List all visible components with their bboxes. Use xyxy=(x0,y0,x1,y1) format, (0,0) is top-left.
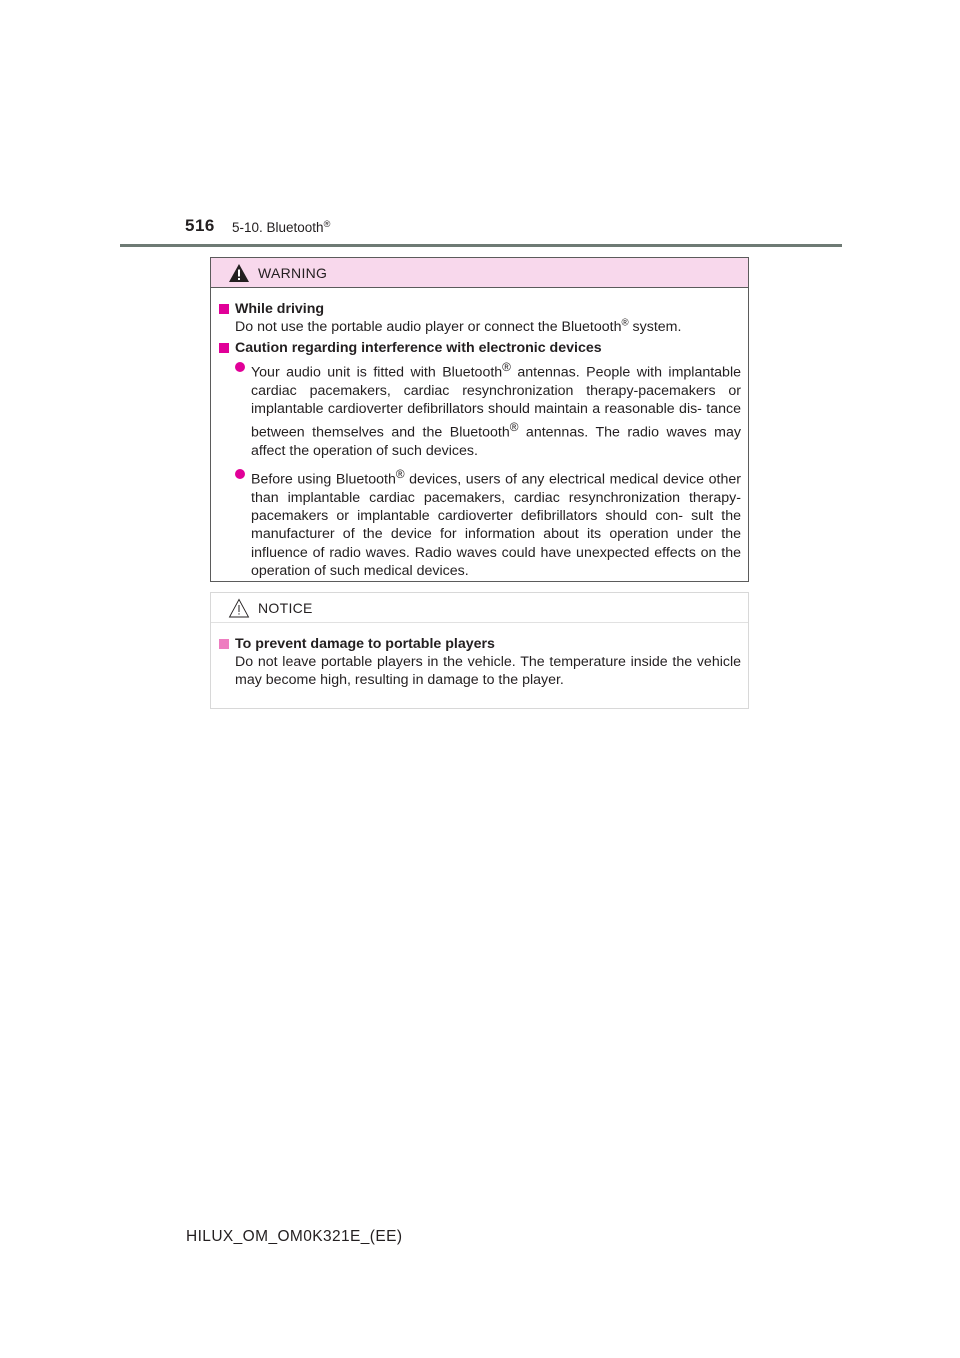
round-bullet-icon xyxy=(235,362,245,372)
page-number: 516 xyxy=(185,216,215,235)
document-id: HILUX_OM_OM0K321E_(EE) xyxy=(186,1228,403,1245)
warning-text-driving xyxy=(218,318,741,336)
notice-box xyxy=(210,592,749,709)
notice-text: Do not leave portable players in the vehicle. The temperature inside the vehicle may become high, resulting in damage to the player. xyxy=(235,654,741,689)
notice-title: NOTICE xyxy=(258,600,313,616)
square-bullet-icon xyxy=(219,639,229,649)
page-header xyxy=(0,0,960,250)
warning-header xyxy=(211,258,748,288)
text-part: system. xyxy=(628,319,682,336)
warning-title: WARNING xyxy=(258,265,328,281)
square-bullet-icon xyxy=(219,304,229,314)
warning-heading-driving xyxy=(218,300,741,318)
registered-mark: ® xyxy=(323,218,331,229)
notice-body xyxy=(211,623,748,690)
section-title xyxy=(232,220,330,235)
warning-heading-interference xyxy=(218,339,741,357)
heading-text: While driving xyxy=(235,301,325,317)
registered-mark: ® xyxy=(502,359,511,374)
heading-text: Caution regarding interference with electronic devices xyxy=(235,340,602,357)
notice-header xyxy=(211,593,748,623)
notice-triangle-icon xyxy=(228,598,250,618)
registered-mark: ® xyxy=(395,467,405,482)
section-title-text: 5-10. Bluetooth xyxy=(232,220,324,235)
square-bullet-icon xyxy=(219,343,229,353)
text-part: Your audio unit is fitted with Bluetooth xyxy=(251,364,503,381)
warning-body xyxy=(211,288,748,580)
warning-triangle-icon xyxy=(228,263,250,283)
registered-mark: ® xyxy=(509,419,519,434)
heading-text: To prevent damage to portable players xyxy=(235,636,495,652)
round-bullet-icon xyxy=(235,469,245,479)
header-divider xyxy=(120,244,842,247)
text-part: antennas. People with implantable cardiac pacemakers, cardiac resynchronization therapy-pacemakers or implantable cardioverter defibrillators should maintain a reasonable dis- tance between themselves and the Bluetooth xyxy=(251,364,741,441)
text-part: Do not use the portable audio player or connect the Bluetooth xyxy=(235,319,622,336)
text-part: Before using Bluetooth xyxy=(251,471,396,488)
text-part: antennas. The radio waves may affect the operation of such devices. xyxy=(251,424,741,459)
warning-bullet-medical-devices xyxy=(218,465,741,580)
notice-heading xyxy=(218,635,741,653)
registered-mark: ® xyxy=(621,317,629,329)
text-part: devices, users of any electrical medical device other than implantable cardiac pacemakers, cardiac resynchronization therapy-pacemakers or implantable cardioverter defibrillators should con- sult the manufacturer of the device for information about its operation under the influence of radio waves. Radio waves could have unexpected effects on the operation of such medical devices. xyxy=(251,471,741,579)
warning-box xyxy=(210,257,749,582)
warning-bullet-antennas xyxy=(218,358,741,460)
